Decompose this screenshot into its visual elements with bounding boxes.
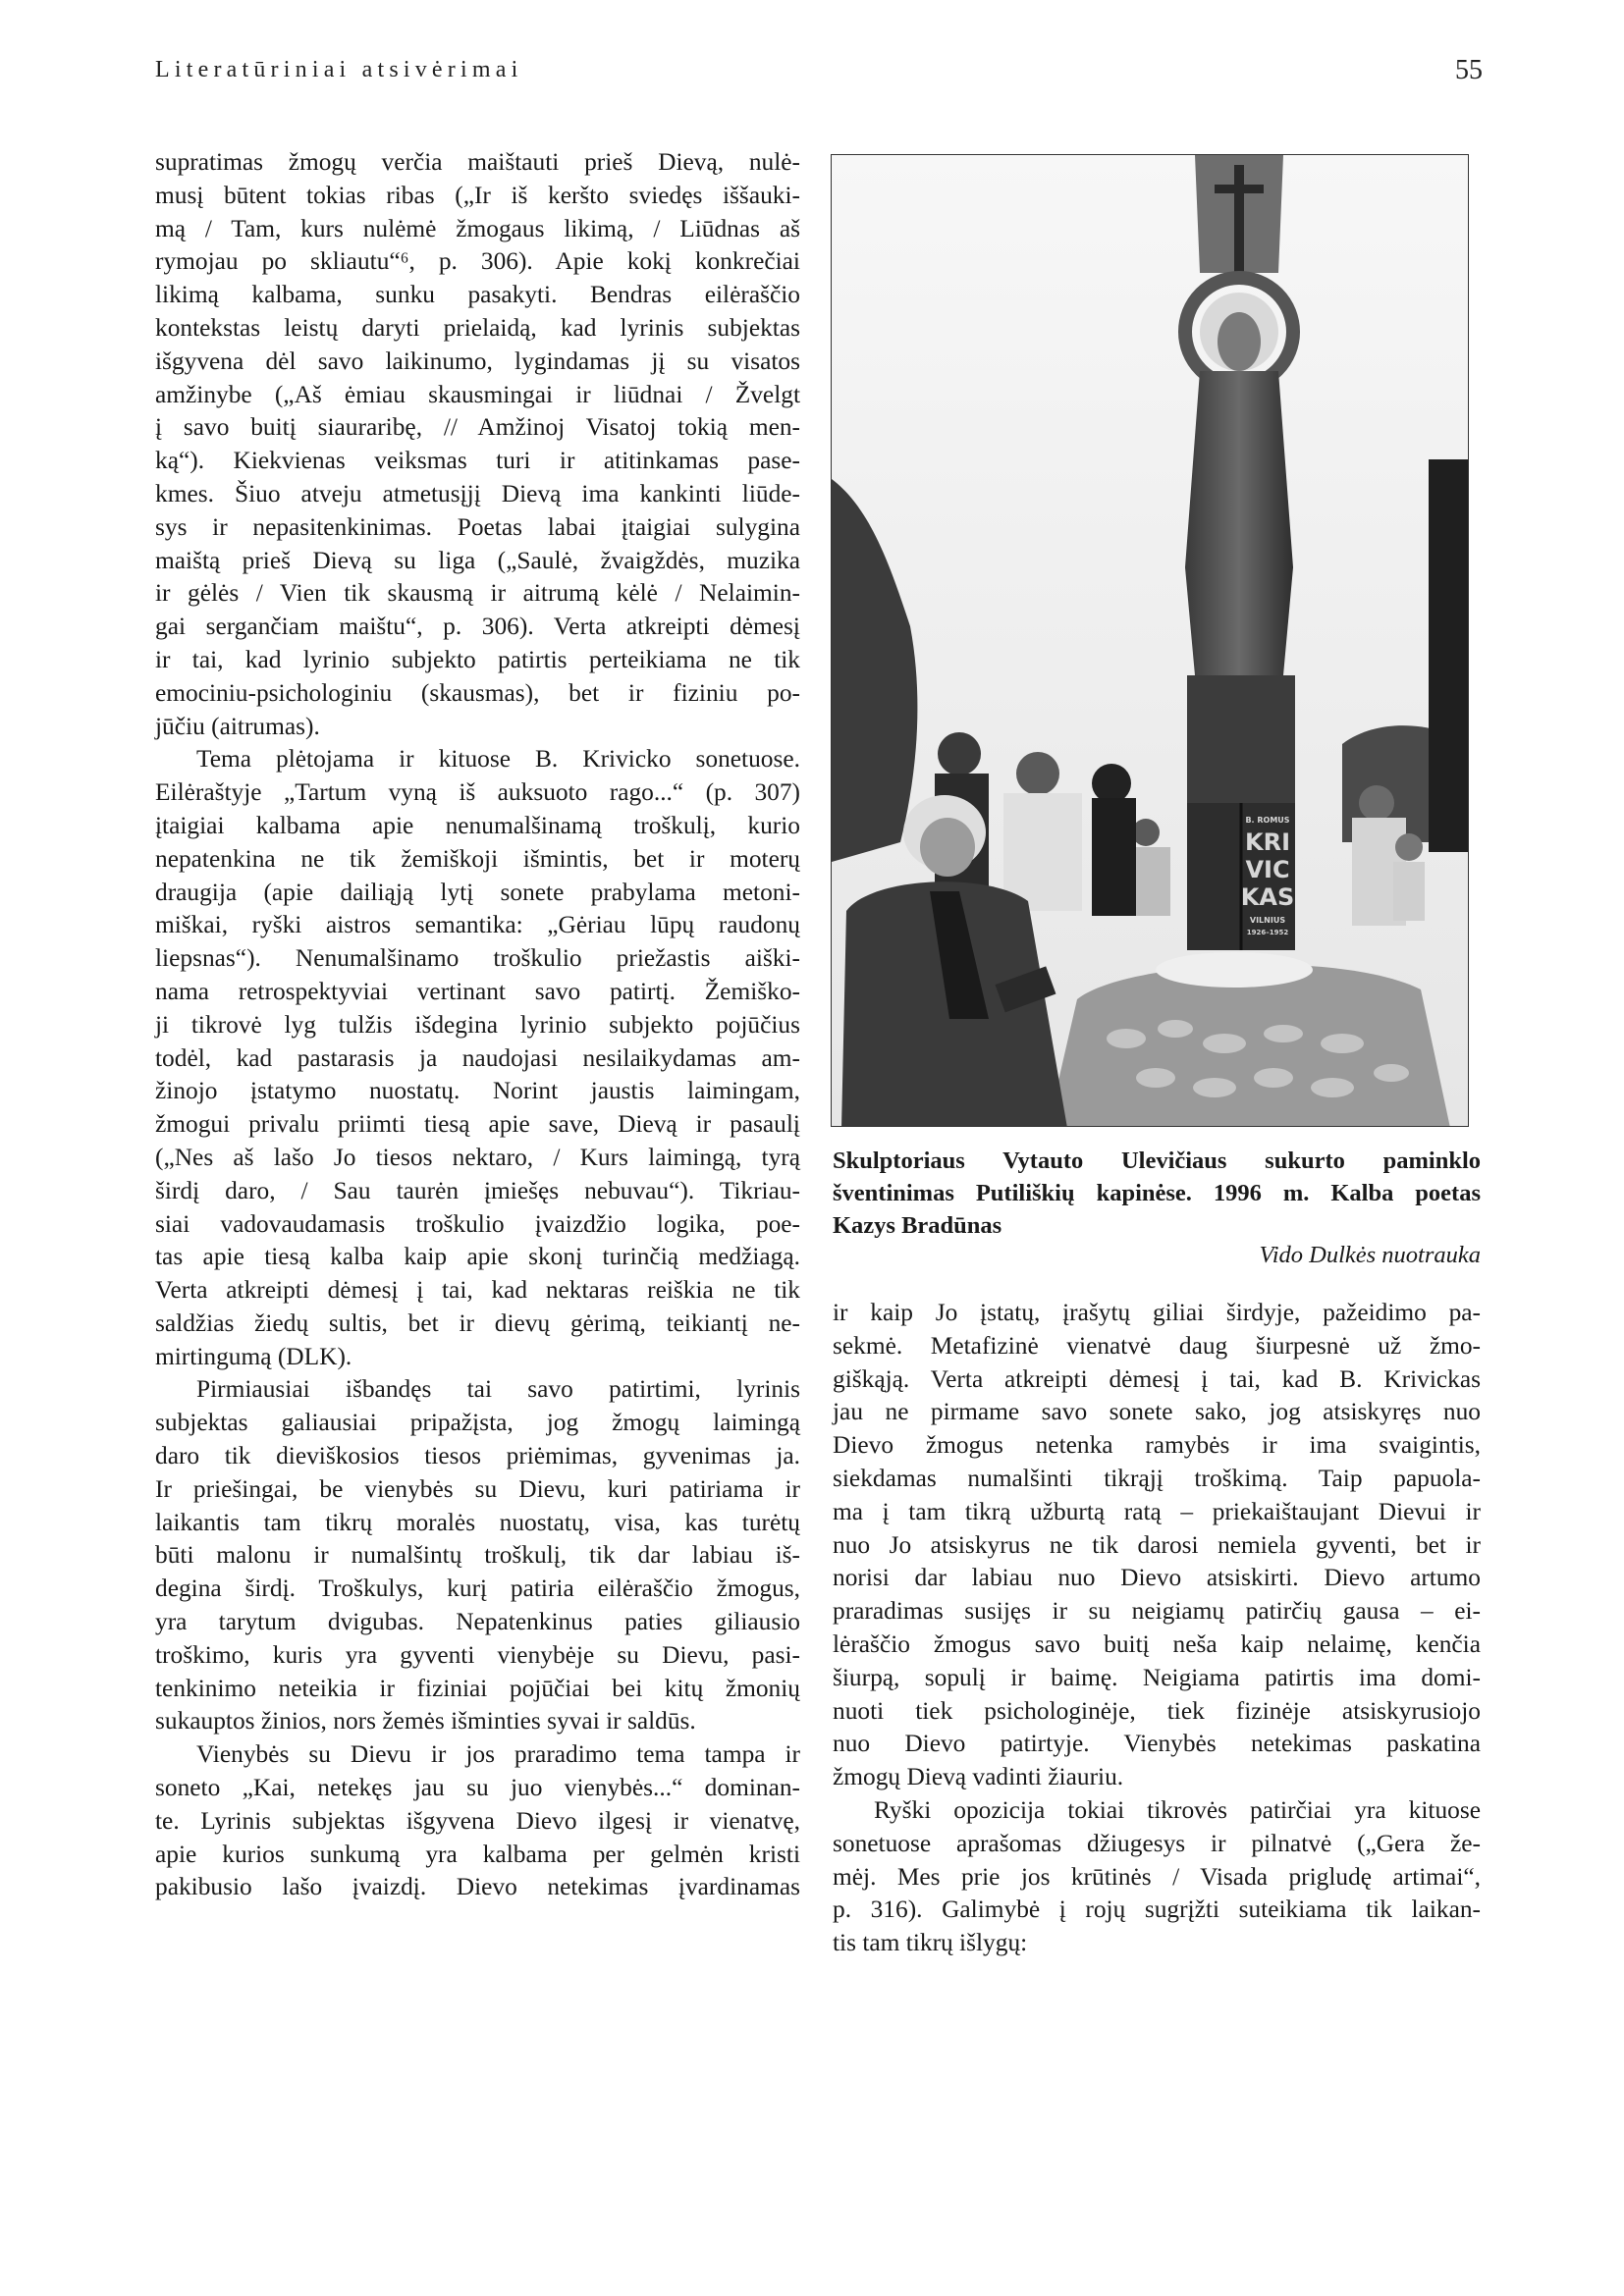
text-line: nuo Dievo patirtyje. Vienybės netekimas paskatina — [833, 1730, 1481, 1758]
text-line: nepatenkina ne tik žemiškoji išmintis, bet ir moterų — [155, 844, 800, 873]
text-line: žmogui privalu priimti tiesą apie save, Dievą ir pasaulį — [155, 1110, 800, 1139]
text-line: laikantis tam tikrų moralės nuostatų, visa, kas turėtų — [155, 1508, 800, 1536]
figure-caption — [833, 1145, 1481, 1242]
text-line: ir tai, kad lyrinio subjekto patirtis perteikiama ne tik — [155, 645, 800, 673]
text-line: išgyvena dėl savo laikinumo, lygindamas jį su visatos — [155, 347, 800, 375]
inscription-line: VILNIUS — [1249, 916, 1286, 925]
text-line: likimą kalbama, sunku pasakyti. Bendras eilėraščio — [155, 281, 800, 309]
text-line: mėj. Mes prie jos krūtinės / Visada prigludę artimai“, — [833, 1862, 1481, 1891]
text-line: tis tam tikrų išlygų: — [833, 1929, 1028, 1957]
text-line: ir gėlės / Vien tik skausmą ir aitrumą kėlė / Nelaimin- — [155, 579, 800, 608]
text-line: pakibusio lašo įvaizdį. Dievo netekimas įvardinamas — [155, 1873, 800, 1901]
text-line: žinojo įstatymo nuostatų. Norint jaustis laimingam, — [155, 1077, 800, 1105]
pedestal — [1187, 675, 1295, 803]
text-line: te. Lyrinis subjektas išgyvena Dievo ilgesį ir vienatvę, — [155, 1806, 800, 1835]
text-line: todėl, kad pastarasis ja naudojasi nesilaikydamas am- — [155, 1043, 800, 1072]
text-line: Pirmiausiai išbandęs tai savo patirtimi, lyrinis — [196, 1375, 800, 1404]
text-line: p. 316). Galimybė į rojų sugrįžti suteikiama tik laikan- — [833, 1896, 1481, 1924]
text-line: būti malonu ir numalšintų troškulį, tik dar labiau iš- — [155, 1541, 800, 1570]
text-line: nuo Jo atsiskyrus ne tik darosi nemiela gyventi, bet ir — [833, 1530, 1481, 1559]
text-line: Dievo žmogus netenka ramybės ir ima svaigintis, — [833, 1431, 1481, 1460]
text-line: amžinybe („Aš ėmiau skausmingai ir liūdnai / Žvelgt — [155, 380, 800, 408]
inscription-line: B. ROMUS — [1245, 816, 1290, 825]
text-line: mą / Tam, kurs nulėmė žmogaus likimą, / Liūdnas aš — [155, 214, 800, 242]
text-line: maištą prieš Dievą su liga („Saulė, žvaigždės, muzika — [155, 546, 800, 574]
text-line: į savo buitį siauraribę, // Amžinoj Visatoj tokią men- — [155, 413, 800, 442]
flowers — [1156, 952, 1313, 988]
text-line: šiurpą, sopulį ir baimę. Neigiama patirtis ima domi- — [833, 1663, 1481, 1691]
cross-icon — [1234, 165, 1244, 273]
text-line: praradimas susijęs ir su neigiamų patirčių gausa – ei- — [833, 1597, 1481, 1626]
text-line: norisi dar labiau nuo Dievo atsiskirti. Dievo artumo — [833, 1564, 1481, 1592]
carved-figure — [1185, 371, 1293, 675]
text-line: rymojau po skliautu“⁶, p. 306). Apie kokį konkrečiai — [155, 247, 800, 276]
text-line: ir kaip Jo įstatų, įrašytų giliai širdyje, pažeidimo pa- — [833, 1299, 1481, 1326]
monument-photo — [831, 154, 1469, 1127]
banner — [1429, 459, 1469, 852]
photo-credit: Vido Dulkės nuotrauka — [1259, 1242, 1481, 1268]
text-line: įtaigiai kalbama apie nenumalšinamą troškulį, kurio — [155, 811, 800, 839]
text-line: („Nes aš lašo Jo tiesos nektaro, / Kurs laimingą, tyrą — [155, 1143, 800, 1171]
text-line: emociniu-psichologiniu (skausmas), bet ir fiziniu po- — [155, 678, 800, 707]
text-line: troškimo, kuris yra gyventi vienybėje su Dievu, pasi- — [155, 1640, 800, 1669]
text-line: Eilėraštyje „Tartum vyną iš auksuoto rago...“ (p. 307) — [155, 778, 800, 807]
stone-base — [1048, 965, 1450, 1127]
text-line: sekmė. Metafizinė vienatvė daug šiurpesnė už žmo- — [833, 1331, 1481, 1360]
caption-line: Kazys Bradūnas — [833, 1212, 1002, 1239]
text-line: Verta atkreipti dėmesį į tai, kad nektaras reiškia ne tik — [155, 1276, 800, 1305]
text-line: draugija (apie dailiąją lytį sonete prabylama metoni- — [155, 878, 800, 906]
text-line: sys ir nepasitenkinimas. Poetas labai įtaigiai sulygina — [155, 512, 800, 541]
text-line: mirtingumą (DLK). — [155, 1342, 352, 1370]
text-line: miškai, ryški aistros semantika: „Gėriau lūpų raudonų — [155, 911, 800, 939]
text-line: ką“). Kiekvienas veiksmas turi ir atitinkamas pase- — [155, 447, 800, 475]
text-line: nuoti tiek psichologinėje, tiek fizinėje atsiskyrusiojo — [833, 1696, 1481, 1725]
text-line: musį būtent tokias ribas („Ir iš keršto sviedęs iššauki- — [155, 181, 800, 209]
caption-line: šventinimas Putiliškių kapinėse. 1996 m. Kalba poetas — [833, 1180, 1481, 1206]
running-title: Literatūriniai atsivėrimai — [155, 57, 523, 82]
text-line: Ir priešingai, be vienybės su Dievu, kuri patiriama ir — [155, 1474, 800, 1503]
text-line: siekdamas numalšinti tikrąjį troškimą. Taip papuola- — [833, 1464, 1481, 1492]
text-line: širdį daro, / Sau taurėn įmiešęs nebuvau“). Tikriau- — [155, 1176, 800, 1204]
text-line: žmogų Dievą vadinti žiauriu. — [833, 1763, 1124, 1791]
figure-head — [1218, 312, 1261, 371]
text-line: sukauptos žinios, nors žemės išminties syvai ir saldūs. — [155, 1707, 696, 1735]
inscription-line: 1926–1952 — [1246, 929, 1289, 936]
text-line: jau ne pirmame savo sonete sako, jog atsiskyręs nuo — [833, 1398, 1481, 1426]
photo-illustration — [832, 155, 1469, 1127]
caption-line: Skulptoriaus Vytauto Ulevičiaus sukurto paminklo — [833, 1148, 1481, 1174]
text-line: sonetuose aprašomas džiugesys ir pilnatvė („Gera že- — [833, 1829, 1481, 1857]
inscription-line: VIC — [1245, 856, 1290, 883]
right-column — [833, 1297, 1481, 1960]
text-line: yra tarytum dvigubas. Nepatenkinus paties giliausio — [155, 1608, 800, 1636]
text-line: liepsnas“). Nenumalšinamo troškulio priežastis aiški- — [155, 944, 800, 973]
text-line: ma į tam tikrą užburtą ratą – priekaištaujant Dievui ir — [833, 1497, 1481, 1525]
text-line: tas apie tiesą kalba kaip apie skonį turinčią medžiagą. — [155, 1243, 800, 1271]
text-line: kmes. Šiuo atveju atmetusįjį Dievą ima kankinti liūde- — [155, 479, 800, 507]
text-line: supratimas žmogų verčia maištauti prieš Dievą, nulė- — [155, 148, 800, 176]
left-column — [155, 146, 800, 1904]
text-line: Vienybės su Dievu ir jos praradimo tema tampa ir — [196, 1740, 800, 1769]
text-line: apie kurios sunkumą yra kalbama per gelmėn kristi — [155, 1840, 800, 1868]
inscription-line: KRI — [1244, 828, 1291, 856]
page-number: 55 — [1455, 55, 1483, 85]
inscription-line: KAS — [1240, 883, 1295, 911]
text-line: daro tik dieviškosios tiesos priėmimas, gyvenimas ja. — [155, 1442, 800, 1470]
text-line: kontekstas leistų daryti prielaidą, kad lyrinis subjektas — [155, 313, 800, 342]
text-line: giškąją. Verta atkreipti dėmesį į tai, kad B. Krivickas — [833, 1364, 1481, 1393]
text-line: jūčiu (aitrumas). — [155, 712, 320, 740]
text-line: lėraščio žmogus savo buitį neša kaip nelaimę, kenčia — [833, 1629, 1481, 1658]
text-line: saldžias žiedų sultis, bet ir dievų gėrimą, teikiantį ne- — [155, 1308, 800, 1337]
text-line: ji tikrovė lyg tulžis išdegina lyrinio subjekto pojūčius — [155, 1010, 800, 1039]
text-line: degina širdį. Troškulys, kurį patiria eilėraščio žmogus, — [155, 1575, 800, 1603]
text-line: nama retrospektyviai vertinant savo patirtį. Žemiško- — [155, 977, 800, 1005]
text-line: Ryški opozicija tokiai tikrovės patirčiai yra kituose — [874, 1795, 1481, 1824]
text-line: tenkinimo neteikia ir fiziniai pojūčiai bei kitų žmonių — [155, 1674, 800, 1702]
text-line: siai vadovaudamasis troškulio įvaizdžio logika, poe- — [155, 1209, 800, 1238]
text-line: gai sergančiam maištu“, p. 306). Verta atkreipti dėmesį — [155, 613, 800, 641]
text-line: subjektas galiausiai pripažįsta, jog žmogų laimingą — [155, 1409, 800, 1437]
text-line: soneto „Kai, netekęs jau su juo vienybės...“ dominan- — [155, 1774, 800, 1802]
text-line: Tema plėtojama ir kituose B. Krivicko sonetuose. — [196, 745, 800, 774]
